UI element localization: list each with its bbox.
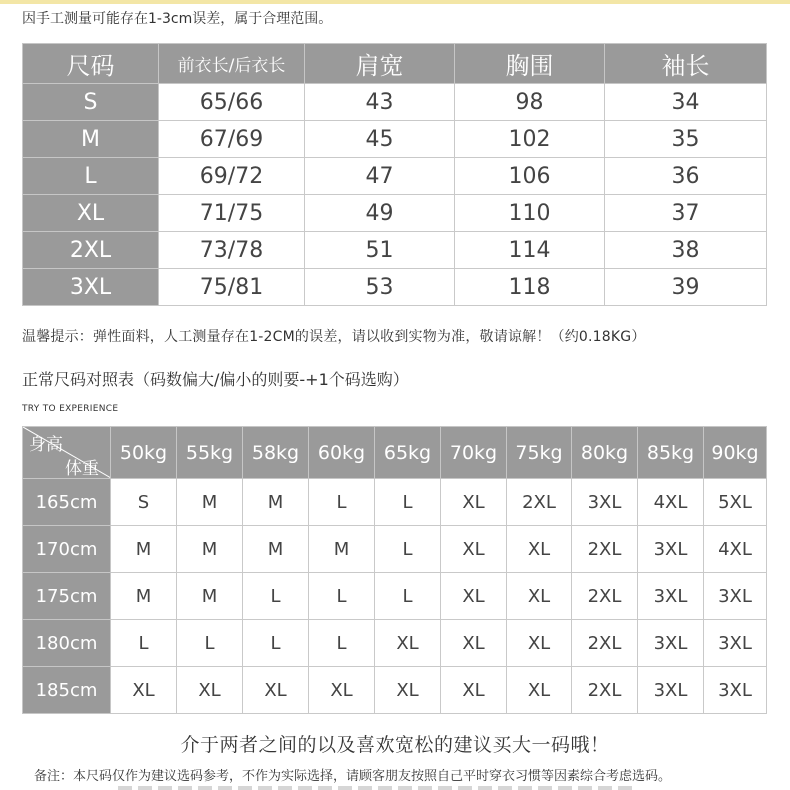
recommended-size-cell: 2XL: [572, 667, 638, 714]
size-header-cell: 袖长: [605, 44, 767, 84]
warm-tip: 温馨提示：弹性面料，人工测量存在1-2CM的误差，请以收到实物为准，敬请谅解！（约0.18KG）: [22, 329, 646, 345]
size-value-cell: 38: [605, 232, 767, 269]
weight-header-cell: 90kg: [704, 427, 767, 479]
recommended-size-cell: 4XL: [704, 526, 767, 573]
size-value-cell: 37: [605, 195, 767, 232]
recommended-size-cell: 3XL: [572, 479, 638, 526]
recommended-size-cell: 2XL: [507, 479, 572, 526]
recommended-size-cell: 2XL: [572, 573, 638, 620]
size-value-cell: 102: [455, 121, 605, 158]
size-label-cell: L: [23, 158, 159, 195]
size-table-row: [23, 84, 767, 121]
recommended-size-cell: 3XL: [638, 667, 704, 714]
remark-text: 备注：本尺码仅作为建议选码参考，不作为实际选择，请顾客朋友按照自己平时穿衣习惯等因素综合考虑选码。: [34, 769, 672, 784]
recommended-size-cell: L: [177, 620, 243, 667]
size-table-row: [23, 158, 767, 195]
recommended-size-cell: M: [309, 526, 375, 573]
advice-text: 介于两者之间的以及喜欢宽松的建议买大一码哦！: [180, 734, 610, 756]
size-value-cell: 69/72: [159, 158, 305, 195]
recommended-size-cell: XL: [441, 667, 507, 714]
size-table-header-row: [23, 44, 767, 84]
recommended-size-cell: 3XL: [638, 526, 704, 573]
height-row: [23, 620, 767, 667]
size-header-cell: 肩宽: [305, 44, 455, 84]
recommended-size-cell: M: [243, 526, 309, 573]
recommended-size-cell: L: [309, 573, 375, 620]
recommended-size-cell: L: [309, 620, 375, 667]
try-to-experience-text: TRY TO EXPERIENCE: [22, 404, 119, 414]
size-value-cell: 47: [305, 158, 455, 195]
weight-header-cell: 85kg: [638, 427, 704, 479]
cut-off-text-fragment: [118, 786, 638, 790]
size-header-cell: 胸围: [455, 44, 605, 84]
recommended-size-cell: 3XL: [638, 620, 704, 667]
height-weight-table: [22, 426, 767, 714]
size-value-cell: 43: [305, 84, 455, 121]
size-table-row: [23, 232, 767, 269]
recommended-size-cell: 3XL: [704, 573, 767, 620]
recommended-size-cell: 3XL: [704, 620, 767, 667]
reference-subtitle: 正常尺码对照表（码数偏大/偏小的则要-+1个码选购）: [22, 370, 409, 389]
recommended-size-cell: M: [243, 479, 309, 526]
recommended-size-cell: XL: [441, 479, 507, 526]
size-label-cell: 3XL: [23, 269, 159, 306]
recommended-size-cell: M: [177, 573, 243, 620]
height-row: [23, 573, 767, 620]
size-value-cell: 98: [455, 84, 605, 121]
size-value-cell: 73/78: [159, 232, 305, 269]
recommended-size-cell: S: [111, 479, 177, 526]
size-value-cell: 34: [605, 84, 767, 121]
size-header-cell: 前衣长/后衣长: [159, 44, 305, 84]
measurement-note: 因手工测量可能存在1-3cm误差，属于合理范围。: [22, 11, 333, 27]
size-table-row: [23, 195, 767, 232]
recommended-size-cell: 4XL: [638, 479, 704, 526]
size-value-cell: 65/66: [159, 84, 305, 121]
recommended-size-cell: L: [243, 620, 309, 667]
size-label-cell: 2XL: [23, 232, 159, 269]
size-value-cell: 110: [455, 195, 605, 232]
size-label-cell: M: [23, 121, 159, 158]
corner-label-weight: 体重: [65, 459, 99, 479]
recommended-size-cell: XL: [507, 667, 572, 714]
height-label-cell: 185cm: [23, 667, 111, 714]
height-row: [23, 526, 767, 573]
recommended-size-cell: L: [375, 526, 441, 573]
recommended-size-cell: XL: [375, 620, 441, 667]
size-value-cell: 67/69: [159, 121, 305, 158]
size-table-row: [23, 269, 767, 306]
height-row: [23, 667, 767, 714]
recommended-size-cell: L: [111, 620, 177, 667]
recommended-size-cell: XL: [375, 667, 441, 714]
size-value-cell: 45: [305, 121, 455, 158]
size-header-cell: 尺码: [23, 44, 159, 84]
size-value-cell: 39: [605, 269, 767, 306]
corner-label-height: 身高: [29, 435, 63, 455]
weight-header-cell: 70kg: [441, 427, 507, 479]
weight-header-cell: 60kg: [309, 427, 375, 479]
recommended-size-cell: L: [375, 573, 441, 620]
recommended-size-cell: XL: [309, 667, 375, 714]
height-row: [23, 479, 767, 526]
height-label-cell: 170cm: [23, 526, 111, 573]
weight-header-cell: 55kg: [177, 427, 243, 479]
weight-header-cell: 65kg: [375, 427, 441, 479]
size-value-cell: 114: [455, 232, 605, 269]
recommended-size-cell: L: [375, 479, 441, 526]
recommended-size-cell: XL: [441, 620, 507, 667]
top-color-band: [0, 0, 790, 4]
height-label-cell: 165cm: [23, 479, 111, 526]
size-value-cell: 49: [305, 195, 455, 232]
recommended-size-cell: XL: [441, 526, 507, 573]
recommended-size-cell: M: [111, 526, 177, 573]
size-label-cell: S: [23, 84, 159, 121]
size-value-cell: 106: [455, 158, 605, 195]
corner-cell: [23, 427, 111, 479]
height-label-cell: 175cm: [23, 573, 111, 620]
recommended-size-cell: 2XL: [572, 526, 638, 573]
size-value-cell: 75/81: [159, 269, 305, 306]
recommended-size-cell: M: [177, 526, 243, 573]
size-value-cell: 51: [305, 232, 455, 269]
size-value-cell: 118: [455, 269, 605, 306]
size-table: [22, 43, 767, 306]
recommended-size-cell: 3XL: [704, 667, 767, 714]
recommended-size-cell: 3XL: [638, 573, 704, 620]
size-value-cell: 35: [605, 121, 767, 158]
weight-header-cell: 50kg: [111, 427, 177, 479]
recommended-size-cell: XL: [111, 667, 177, 714]
recommended-size-cell: 2XL: [572, 620, 638, 667]
size-value-cell: 36: [605, 158, 767, 195]
recommended-size-cell: 5XL: [704, 479, 767, 526]
recommended-size-cell: XL: [507, 620, 572, 667]
weight-header-cell: 75kg: [507, 427, 572, 479]
recommended-size-cell: XL: [243, 667, 309, 714]
size-label-cell: XL: [23, 195, 159, 232]
height-label-cell: 180cm: [23, 620, 111, 667]
recommended-size-cell: L: [309, 479, 375, 526]
recommended-size-cell: XL: [507, 526, 572, 573]
weight-header-cell: 80kg: [572, 427, 638, 479]
recommended-size-cell: XL: [507, 573, 572, 620]
ref-table-header-row: [23, 427, 767, 479]
recommended-size-cell: XL: [177, 667, 243, 714]
recommended-size-cell: XL: [441, 573, 507, 620]
recommended-size-cell: L: [243, 573, 309, 620]
recommended-size-cell: M: [177, 479, 243, 526]
size-value-cell: 71/75: [159, 195, 305, 232]
recommended-size-cell: M: [111, 573, 177, 620]
weight-header-cell: 58kg: [243, 427, 309, 479]
size-value-cell: 53: [305, 269, 455, 306]
size-table-row: [23, 121, 767, 158]
